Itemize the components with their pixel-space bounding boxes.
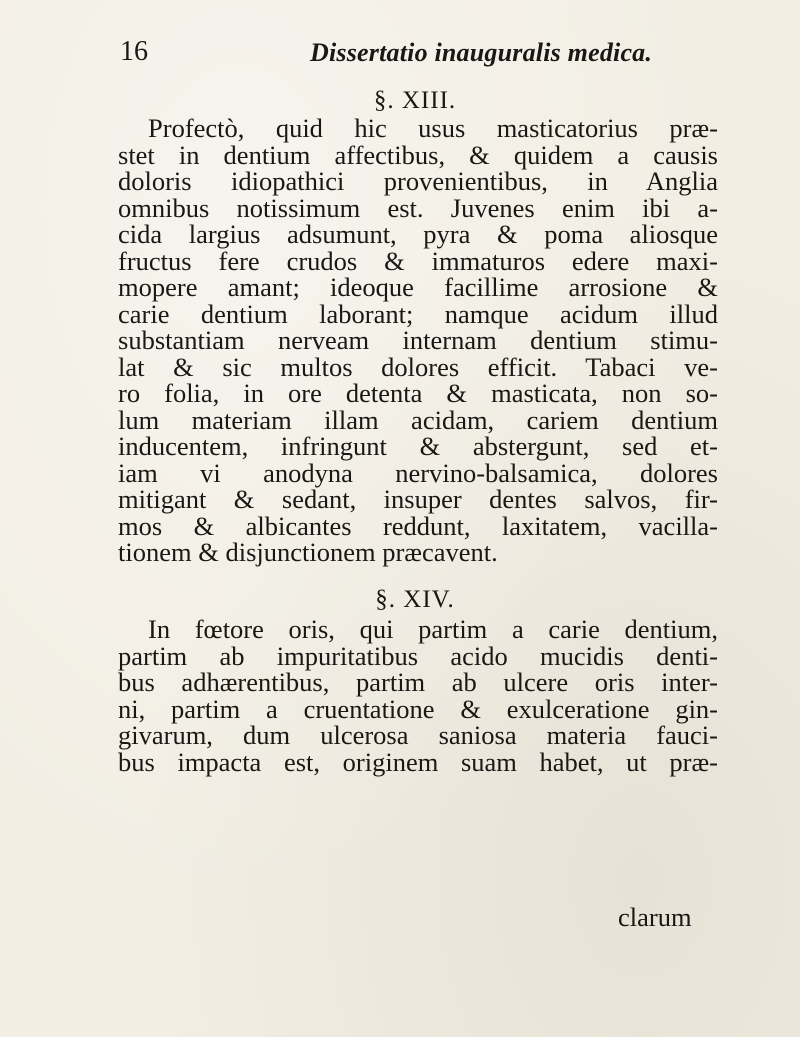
running-title: Dissertatio inauguralis medica. — [310, 38, 653, 67]
text-line: bus adhærentibus, partim ab ulcere oris inter- — [118, 667, 718, 697]
text-line: omnibus notissimum est. Juvenes enim ibi a- — [118, 192, 718, 223]
text-line: mos & albicantes reddunt, laxitatem, vacilla- — [118, 510, 718, 541]
text-line: lat & sic multos dolores efficit. Tabaci ve- — [118, 351, 718, 382]
text-line: iam vi anodyna nervino-balsamica, dolores — [118, 457, 718, 488]
text-line: substantiam nerveam internam dentium stimu- — [118, 325, 718, 355]
section-heading-xiii: §. XIII. — [373, 87, 457, 114]
text-line: cida largius adsumunt, pyra & poma aliosque — [118, 219, 718, 249]
text-line: givarum, dum ulcerosa saniosa materia fauci- — [118, 720, 718, 750]
text-line: doloris idiopathici provenientibus, in Anglia — [118, 166, 718, 196]
text-line: In fœtore oris, qui partim a carie dentium, — [148, 614, 718, 644]
text-line: lum materiam illam acidam, cariem dentium — [118, 404, 718, 435]
text-line: inducentem, infringunt & abstergunt, sed et- — [118, 431, 718, 461]
text-line: fructus fere crudos & immaturos edere maxi- — [118, 245, 718, 276]
text-line: ro folia, in ore detenta & masticata, non so- — [118, 378, 718, 408]
text-line: mopere amant; ideoque facillime arrosione & — [118, 272, 718, 302]
text-line: stet in dentium affectibus, & quidem a causis — [118, 139, 718, 170]
catchword: clarum — [618, 902, 692, 932]
section-xiv-body — [118, 616, 718, 775]
text-line: bus impacta est, originem suam habet, ut præ- — [118, 746, 718, 777]
text-line: partim ab impuritatibus acido mucidis denti- — [118, 640, 718, 671]
page-header — [0, 36, 800, 76]
text-line: mitigant & sedant, insuper dentes salvos, fir- — [118, 484, 718, 514]
text-line: Profectò, quid hic usus masticatorius præ- — [148, 113, 718, 143]
text-line: tionem & disjunctionem præcavent. — [118, 537, 498, 567]
text-line: ni, partim a cruentatione & exulceratione gin- — [118, 693, 718, 724]
page-number: 16 — [120, 36, 148, 67]
section-heading-xiv: §. XIV. — [375, 586, 455, 613]
text-line: carie dentium laborant; namque acidum illud — [118, 298, 718, 329]
section-xiii-body — [118, 115, 718, 566]
